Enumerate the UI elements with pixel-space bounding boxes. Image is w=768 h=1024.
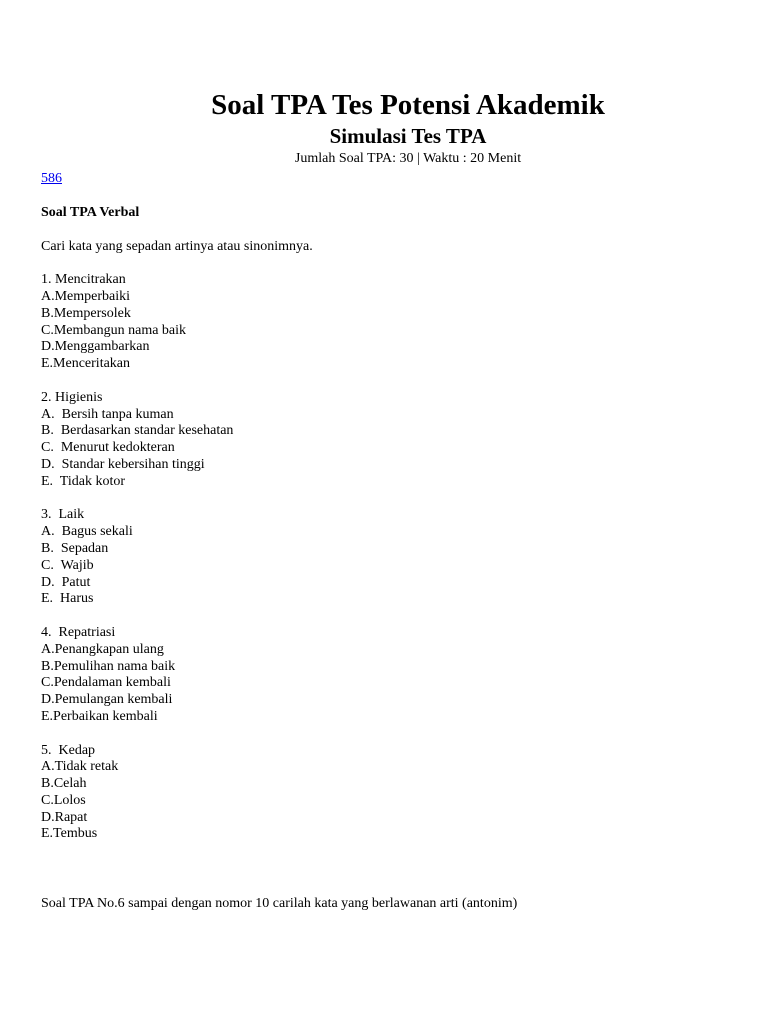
section-heading: Soal TPA Verbal bbox=[41, 205, 140, 220]
answer-option: A.Tidak retak bbox=[41, 759, 119, 775]
answer-option: E. Tidak kotor bbox=[41, 473, 126, 489]
answer-option: B.Mempersolek bbox=[41, 305, 131, 321]
question-block bbox=[41, 507, 741, 608]
answer-option: D. Patut bbox=[41, 574, 91, 590]
questions-content bbox=[41, 205, 741, 843]
answer-option: E.Perbaikan kembali bbox=[41, 708, 158, 724]
question-list bbox=[41, 272, 741, 843]
question-prompt: 5. Kedap bbox=[41, 742, 96, 758]
page-count-link[interactable]: 586 bbox=[41, 171, 62, 186]
answer-option: B.Pemulihan nama baik bbox=[41, 658, 176, 674]
section-instruction: Cari kata yang sepadan artinya atau sinonimnya. bbox=[41, 238, 313, 254]
test-meta-info: Jumlah Soal TPA: 30 | Waktu : 20 Menit bbox=[294, 151, 522, 166]
answer-option: D.Menggambarkan bbox=[41, 339, 150, 355]
question-prompt: 2. Higienis bbox=[41, 389, 103, 405]
antonym-instruction: Soal TPA No.6 sampai dengan nomor 10 carilah kata yang berlawanan arti (antonim) bbox=[41, 896, 518, 911]
answer-option: E.Menceritakan bbox=[41, 356, 131, 372]
question-prompt: 1. Mencitrakan bbox=[41, 272, 126, 288]
answer-option: A. Bersih tanpa kuman bbox=[41, 406, 174, 422]
question-prompt: 3. Laik bbox=[41, 507, 85, 523]
answer-option: C. Menurut kedokteran bbox=[41, 440, 175, 456]
question-block bbox=[41, 272, 741, 373]
answer-option: C.Membangun nama baik bbox=[41, 322, 187, 338]
page-title: Soal TPA Tes Potensi Akademik bbox=[211, 89, 605, 121]
answer-option: A. Bagus sekali bbox=[41, 524, 133, 540]
question-block bbox=[41, 743, 741, 844]
page-subtitle: Simulasi Tes TPA bbox=[329, 124, 487, 148]
answer-option: A.Penangkapan ulang bbox=[41, 641, 164, 657]
question-block bbox=[41, 390, 741, 491]
answer-option: C.Lolos bbox=[41, 792, 86, 808]
question-prompt: 4. Repatriasi bbox=[41, 624, 116, 640]
answer-option: E.Tembus bbox=[41, 826, 98, 842]
answer-option: C.Pendalaman kembali bbox=[41, 675, 171, 691]
answer-option: D.Rapat bbox=[41, 809, 88, 825]
answer-option: C. Wajib bbox=[41, 557, 94, 573]
question-block bbox=[41, 625, 741, 726]
answer-option: A.Memperbaiki bbox=[41, 288, 131, 304]
answer-option: B. Berdasarkan standar kesehatan bbox=[41, 423, 234, 439]
answer-option: B.Celah bbox=[41, 776, 87, 792]
answer-option: E. Harus bbox=[41, 591, 94, 607]
answer-option: D. Standar kebersihan tinggi bbox=[41, 456, 205, 472]
answer-option: D.Pemulangan kembali bbox=[41, 692, 173, 708]
answer-option: B. Sepadan bbox=[41, 540, 109, 556]
